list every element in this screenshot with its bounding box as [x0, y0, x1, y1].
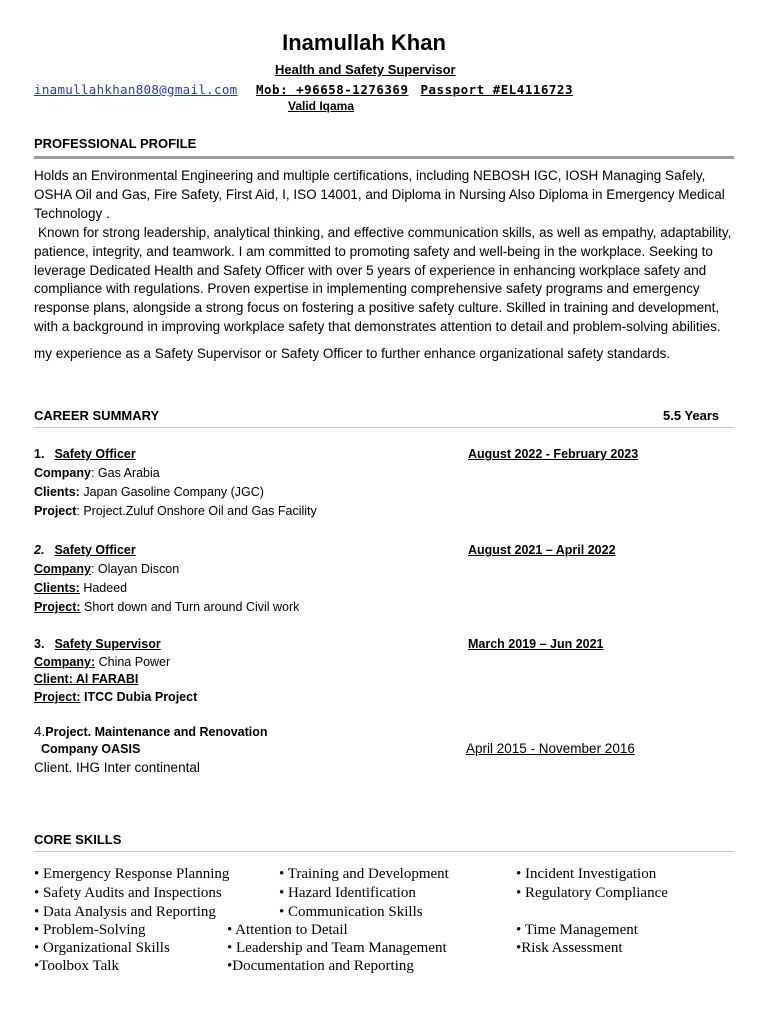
job-company: Company: Olayan Discon — [34, 562, 180, 576]
skill-item: • Incident Investigation — [516, 866, 657, 882]
skill-item: • Attention to Detail — [227, 922, 348, 938]
skill-item: •Documentation and Reporting — [227, 958, 414, 974]
job-dates: March 2019 – Jun 2021 — [468, 637, 604, 651]
job-position: Safety Officer — [54, 447, 136, 461]
job-clients: Client. IHG Inter continental — [34, 760, 200, 775]
section-divider — [34, 851, 734, 852]
job-position: Safety Officer — [54, 543, 136, 557]
career-heading: CAREER SUMMARY — [34, 408, 160, 423]
job-clients: Client: Al FARABI — [34, 672, 139, 686]
skill-item: • Training and Development — [279, 866, 449, 882]
skill-item: • Hazard Identification — [279, 885, 416, 901]
skill-item: • Emergency Response Planning — [34, 866, 230, 882]
passport-number: Passport #EL4116723 — [420, 82, 573, 97]
job-company: Company: China Power — [34, 655, 171, 669]
skills-heading: CORE SKILLS — [34, 832, 122, 847]
skill-item: • Organizational Skills — [34, 940, 170, 956]
profile-paragraph: Known for strong leadership, analytical thinking, and effective communication skills, as well as empathy, adaptability, patience, integrity, and teamwork. I am committed to promoting safety and well-being in the workplace. Seeking to leverage Dedicated Health and Safety Officer with over 5 years of experience in enhancing workplace safety and compliance with regulations. Proven expertise in implementing comprehensive safety programs and emergency response plans, alongside a strong focus on fostering a positive safety culture. Skilled in training and development, with a background in improving workplace safety that demonstrates attention to detail and problem-solving abilities. — [34, 224, 732, 335]
skill-item: • Regulatory Compliance — [516, 885, 668, 901]
job-entry-title: 4.Project. Maintenance and Renovation — [34, 724, 268, 739]
skill-item: •Toolbox Talk — [34, 958, 119, 974]
job-project: Project: ITCC Dubia Project — [34, 690, 198, 704]
job-dates: August 2021 – April 2022 — [468, 543, 616, 557]
job-clients: Clients: Hadeed — [34, 581, 128, 595]
job-dates: August 2022 - February 2023 — [468, 447, 639, 461]
job-entry-title: 3. Safety Supervisor — [34, 637, 161, 651]
job-project: Project: Short down and Turn around Civil work — [34, 600, 300, 614]
job-position: Safety Supervisor — [54, 637, 161, 651]
job-company: Company: Gas Arabia — [34, 466, 160, 480]
skill-item: • Problem-Solving — [34, 922, 146, 938]
job-entry-title: 2. Safety Officer — [34, 543, 136, 557]
email-link[interactable]: inamullahkhan808@gmail.com — [34, 82, 238, 97]
skill-item: • Leadership and Team Management — [227, 940, 447, 956]
candidate-name: Inamullah Khan — [282, 30, 446, 55]
job-title: Health and Safety Supervisor — [275, 62, 456, 77]
skill-item: • Communication Skills — [279, 904, 423, 920]
skill-item: • Safety Audits and Inspections — [34, 885, 222, 901]
experience-years: 5.5 Years — [663, 408, 720, 423]
job-company: Company OASIS — [41, 742, 141, 756]
profile-paragraph: my experience as a Safety Supervisor or Safety Officer to further enhance organizational safety standards. — [34, 346, 671, 362]
section-divider — [34, 427, 734, 428]
profile-text — [34, 167, 740, 364]
profile-paragraph: Holds an Environmental Engineering and multiple certifications, including NEBOSH IGC, IOSH Managing Safely, OSHA Oil and Gas, Fire Safety, First Aid, I, ISO 14001, and Diploma in Nursing Also Diploma in Emergency Medical Technology . — [34, 168, 725, 221]
skill-item: •Risk Assessment — [516, 940, 623, 956]
skill-item: • Time Management — [516, 922, 638, 938]
section-divider — [34, 156, 734, 159]
mobile-number: Mob: +96658-1276369 — [256, 82, 409, 97]
job-entry-title: 1. Safety Officer — [34, 447, 136, 461]
profile-heading: PROFESSIONAL PROFILE — [34, 136, 197, 151]
contact-line — [256, 82, 585, 97]
skill-item: • Data Analysis and Reporting — [34, 904, 216, 920]
job-project: Project: Project.Zuluf Onshore Oil and Gas Facility — [34, 504, 317, 518]
job-clients: Clients: Japan Gasoline Company (JGC) — [34, 485, 264, 499]
job-position: Project. Maintenance and Renovation — [45, 725, 268, 739]
iqama-status: Valid Iqama — [288, 99, 355, 113]
job-dates: April 2015 - November 2016 — [466, 741, 635, 756]
